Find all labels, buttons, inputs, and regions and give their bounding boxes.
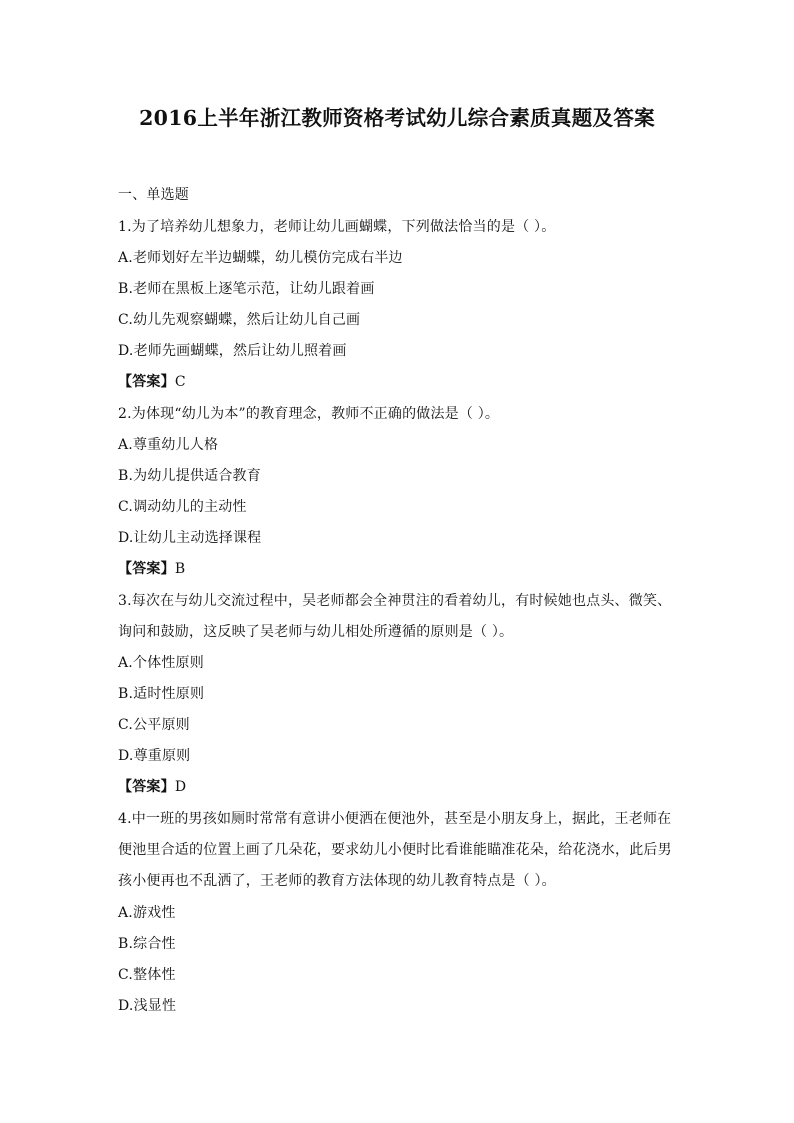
question-2-option-b: B.为幼儿提供适合教育 (118, 468, 261, 484)
question-1-answer (118, 372, 186, 392)
answer-label: 【答案】 (118, 779, 175, 795)
question-1-option-d: D.老师先画蝴蝶，然后让幼儿照着画 (118, 343, 347, 359)
question-4-option-d: D.浅显性 (118, 998, 177, 1014)
question-1-option-b: B.老师在黑板上逐笔示范，让幼儿跟着画 (118, 281, 375, 297)
question-1-option-a: A.老师划好左半边蝴蝶，幼儿模仿完成右半边 (118, 250, 403, 266)
question-3-option-b: B.适时性原则 (118, 686, 205, 702)
question-1-stem: 1.为了培养幼儿想象力，老师让幼儿画蝴蝶，下列做法恰当的是（ ）。 (118, 219, 556, 235)
section-heading: 一、单选题 (118, 187, 189, 203)
question-2-answer (118, 559, 185, 579)
question-3-option-c: C.公平原则 (118, 717, 190, 733)
answer-value: C (174, 374, 186, 390)
question-3-answer (118, 777, 186, 797)
question-1-option-c: C.幼儿先观察蝴蝶，然后让幼儿自己画 (118, 312, 361, 328)
question-4-stem-line-2: 便池里合适的位置上画了几朵花，要求幼儿小便时比看谁能瞄准花朵，给花浇水，此后男 (118, 842, 672, 858)
question-2-option-c: C.调动幼儿的主动性 (118, 499, 247, 515)
question-4-option-b: B.综合性 (118, 936, 176, 952)
document-title: 2016上半年浙江教师资格考试幼儿综合素质真题及答案 (139, 106, 655, 130)
question-3-stem-line-2: 询问和鼓励，这反映了吴老师与幼儿相处所遵循的原则是（ ）。 (118, 624, 514, 640)
answer-label: 【答案】 (118, 374, 175, 390)
question-4-option-c: C.整体性 (118, 967, 176, 983)
answer-value: D (174, 779, 187, 795)
question-2-option-d: D.让幼儿主动选择课程 (118, 530, 262, 546)
answer-value: B (174, 561, 186, 577)
question-3-stem-line-1: 3.每次在与幼儿交流过程中，吴老师都会全神贯注的看着幼儿，有时候她也点头、微笑、 (118, 593, 672, 609)
question-3-option-a: A.个体性原则 (118, 655, 204, 671)
question-2-option-a: A.尊重幼儿人格 (118, 437, 219, 453)
question-4-stem-line-3: 孩小便再也不乱洒了，王老师的教育方法体现的幼儿教育特点是（ ）。 (118, 873, 556, 889)
question-2-stem: 2.为体现“幼儿为本”的教育理念，教师不正确的做法是（ ）。 (118, 406, 500, 422)
answer-label: 【答案】 (118, 561, 175, 577)
question-4-option-a: A.游戏性 (118, 905, 176, 921)
question-3-option-d: D.尊重原则 (118, 748, 191, 764)
question-4-stem-line-1: 4.中一班的男孩如厕时常常有意讲小便洒在便池外，甚至是小朋友身上，据此，王老师在 (118, 811, 672, 827)
